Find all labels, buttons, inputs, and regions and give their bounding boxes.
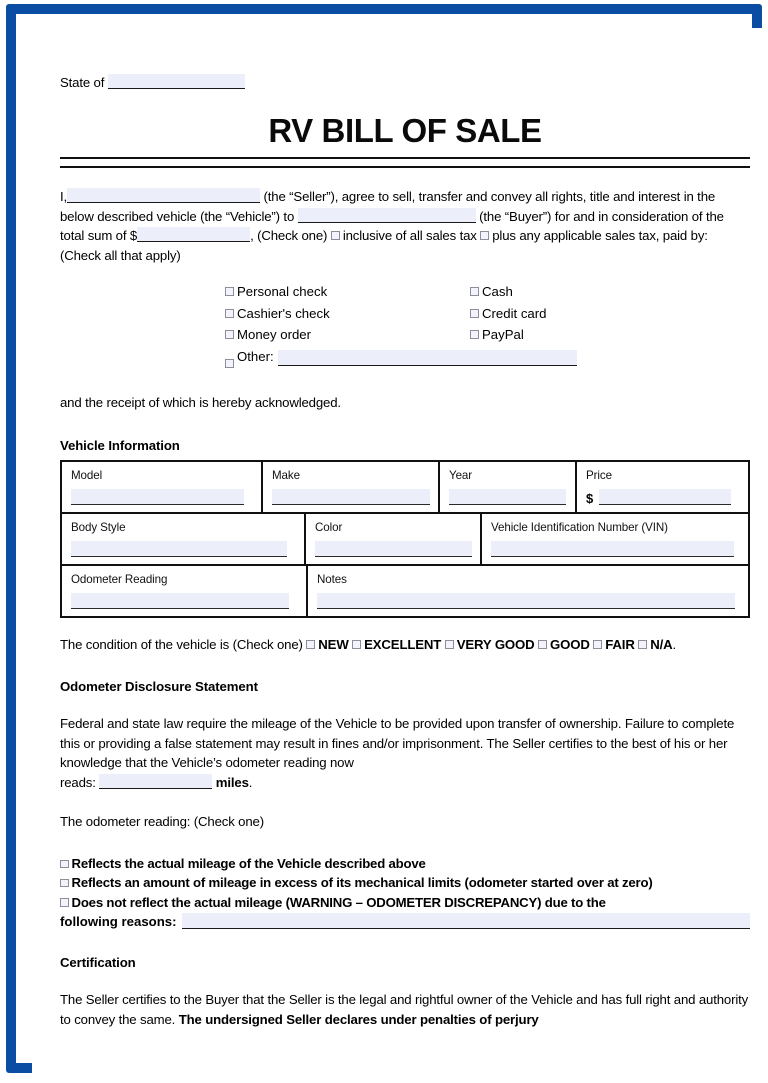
table-cell-notes[interactable] [306,566,747,616]
vehicle-condition-line [60,635,750,655]
checkbox-odometer-actual[interactable] [60,860,69,869]
page-border-frame [6,4,762,1073]
checkbox-personal-check[interactable] [225,287,234,296]
odometer-reads-line [60,775,252,790]
field-input-model[interactable] [71,489,244,505]
checkbox-paypal[interactable] [470,330,479,339]
checkbox-credit-card[interactable] [470,309,479,318]
payment-option-credit-card[interactable] [470,303,715,325]
checkbox-condition-good[interactable] [538,640,547,649]
condition-option-very-good: VERY GOOD [456,637,535,653]
condition-option-new: NEW [318,637,349,653]
total-sum-input[interactable] [137,227,250,242]
table-cell-vin[interactable] [480,514,747,564]
intro-text-f: plus any applicable sales tax, paid by: (Check all that apply) [60,228,708,263]
table-cell-make[interactable] [261,462,438,512]
condition-option-excellent: EXCELLENT [364,637,442,653]
field-label-odometer-reading: Odometer Reading [71,573,168,587]
field-input-price[interactable] [599,489,731,505]
certification-text-bold: The undersigned Seller declares under penalties of perjury [178,1011,539,1027]
page-title: RV BILL OF SALE [268,112,542,149]
checkbox-other[interactable] [225,359,234,368]
odometer-reasons-input[interactable] [182,913,751,929]
table-cell-color[interactable] [304,514,480,564]
payment-option-personal-check[interactable] [225,281,470,303]
table-cell-year[interactable] [438,462,575,512]
odometer-reasons-label: following reasons: [60,913,177,929]
checkbox-cashiers-check[interactable] [225,309,234,318]
title-double-rule [60,157,750,168]
payment-option-money-order[interactable] [225,324,470,346]
odometer-disclosure-heading: Odometer Disclosure Statement [60,679,258,695]
field-label-year: Year [449,469,473,483]
checkbox-condition-na[interactable] [638,640,647,649]
odometer-option-excess-limits[interactable] [60,873,750,892]
payment-label: Cashier's check [237,305,330,321]
odometer-reads-period: . [248,774,253,790]
table-row [62,462,748,512]
document-content [60,74,750,1029]
field-label-color: Color [315,521,343,535]
payment-other-input[interactable] [278,350,577,366]
field-input-make[interactable] [272,489,430,505]
odometer-option-label: Reflects the actual mileage of the Vehicle described above [71,856,426,872]
odometer-options-list [60,854,750,931]
payment-label: Money order [237,327,312,343]
payment-label: Credit card [482,305,547,321]
receipt-acknowledgement-line: and the receipt of which is hereby acknowledged. [60,394,341,410]
vehicle-information-heading: Vehicle Information [60,438,180,454]
payment-other-label: Other: [237,349,274,365]
payment-option-other[interactable] [225,346,725,368]
checkbox-odometer-discrepancy[interactable] [60,898,69,907]
condition-option-na: N/A [650,637,673,653]
certification-text-normal: The Seller certifies to the Buyer that the Seller is the legal and rightful owner of the Vehicle and has full right and authority to convey the same. [60,992,749,1027]
payment-label: Cash [482,284,513,300]
table-cell-price[interactable] [575,462,747,512]
intro-text-e: inclusive of all sales tax [342,228,477,244]
field-label-model: Model [71,469,103,483]
field-label-vin: Vehicle Identification Number (VIN) [491,521,668,535]
field-input-notes[interactable] [317,593,735,609]
odometer-option-discrepancy[interactable] [60,893,750,912]
condition-option-good: GOOD [550,637,590,653]
payment-row [225,324,725,346]
certification-paragraph [60,990,750,1029]
state-of-line [60,74,750,92]
odometer-option-label: Does not reflect the actual mileage (WARNING – ODOMETER DISCREPANCY) due to the [71,894,606,910]
odometer-reads-input[interactable] [99,774,212,789]
payment-label: Personal check [237,284,328,300]
checkbox-condition-new[interactable] [306,640,315,649]
intro-text-a: I, [60,189,68,204]
intro-text-b: (the “Seller”), agree to sell, transfer and convey all rights, title and interest in the below described vehicle (the “Vehicle”) to [60,189,716,224]
field-label-body-style: Body Style [71,521,126,535]
checkbox-cash[interactable] [470,287,479,296]
odometer-miles-label: miles [215,774,249,790]
intro-text-c: (the “Buyer”) for and in consideration of the total sum of $ [60,208,724,244]
condition-lead-text: The condition of the vehicle is (Check one) [60,637,303,653]
odometer-paragraph-text: Federal and state law require the mileage of the Vehicle to be provided upon transfer of ownership. Failure to complete this or providing a false statement may result in fines and/or imprisonment. The Seller certifies to the best of his or her knowledge that the Vehicle’s odometer reading now [60,716,735,771]
state-input[interactable] [108,74,245,89]
intro-text-d: , (Check one) [250,228,328,244]
buyer-name-input[interactable] [298,208,476,223]
document-sheet [32,28,768,1077]
payment-option-cashiers-check[interactable] [225,303,470,325]
checkbox-condition-excellent[interactable] [352,640,361,649]
checkbox-inclusive-tax[interactable] [331,231,340,240]
intro-paragraph [60,187,750,265]
field-input-odometer-reading[interactable] [71,593,289,609]
field-input-body-style[interactable] [71,541,287,557]
payment-option-paypal[interactable] [470,324,715,346]
payment-row [225,303,725,325]
state-of-label: State of [60,75,105,90]
payment-method-list [225,281,725,368]
checkbox-condition-very-good[interactable] [445,640,454,649]
checkbox-money-order[interactable] [225,330,234,339]
payment-option-cash[interactable] [470,281,715,303]
checkbox-odometer-excess[interactable] [60,879,69,888]
odometer-option-label: Reflects an amount of mileage in excess of its mechanical limits (odometer started over at zero) [71,875,653,891]
odometer-reads-label: reads: [60,774,96,790]
field-label-make: Make [272,469,300,483]
seller-name-input[interactable] [67,188,260,203]
odometer-disclosure-paragraph [60,714,750,792]
table-cell-odometer-reading[interactable] [62,566,306,616]
payment-row [225,281,725,303]
condition-period: . [672,637,676,653]
payment-label: PayPal [482,327,524,343]
odometer-reasons-row [60,912,750,931]
price-currency-symbol: $ [586,491,594,507]
field-label-notes: Notes [317,573,347,587]
field-input-vin[interactable] [491,541,734,557]
field-input-year[interactable] [449,489,566,505]
odometer-check-one-line: The odometer reading: (Check one) [60,814,264,830]
field-input-color[interactable] [315,541,472,557]
checkbox-plus-tax[interactable] [480,231,489,240]
field-label-price: Price [586,469,612,483]
table-cell-body-style[interactable] [62,514,304,564]
table-row [62,564,748,616]
table-cell-model[interactable] [62,462,261,512]
checkbox-condition-fair[interactable] [593,640,602,649]
odometer-option-actual-mileage[interactable] [60,854,750,873]
certification-heading: Certification [60,955,136,971]
condition-option-fair: FAIR [605,637,635,653]
vehicle-information-table [60,460,750,618]
table-row [62,512,748,564]
